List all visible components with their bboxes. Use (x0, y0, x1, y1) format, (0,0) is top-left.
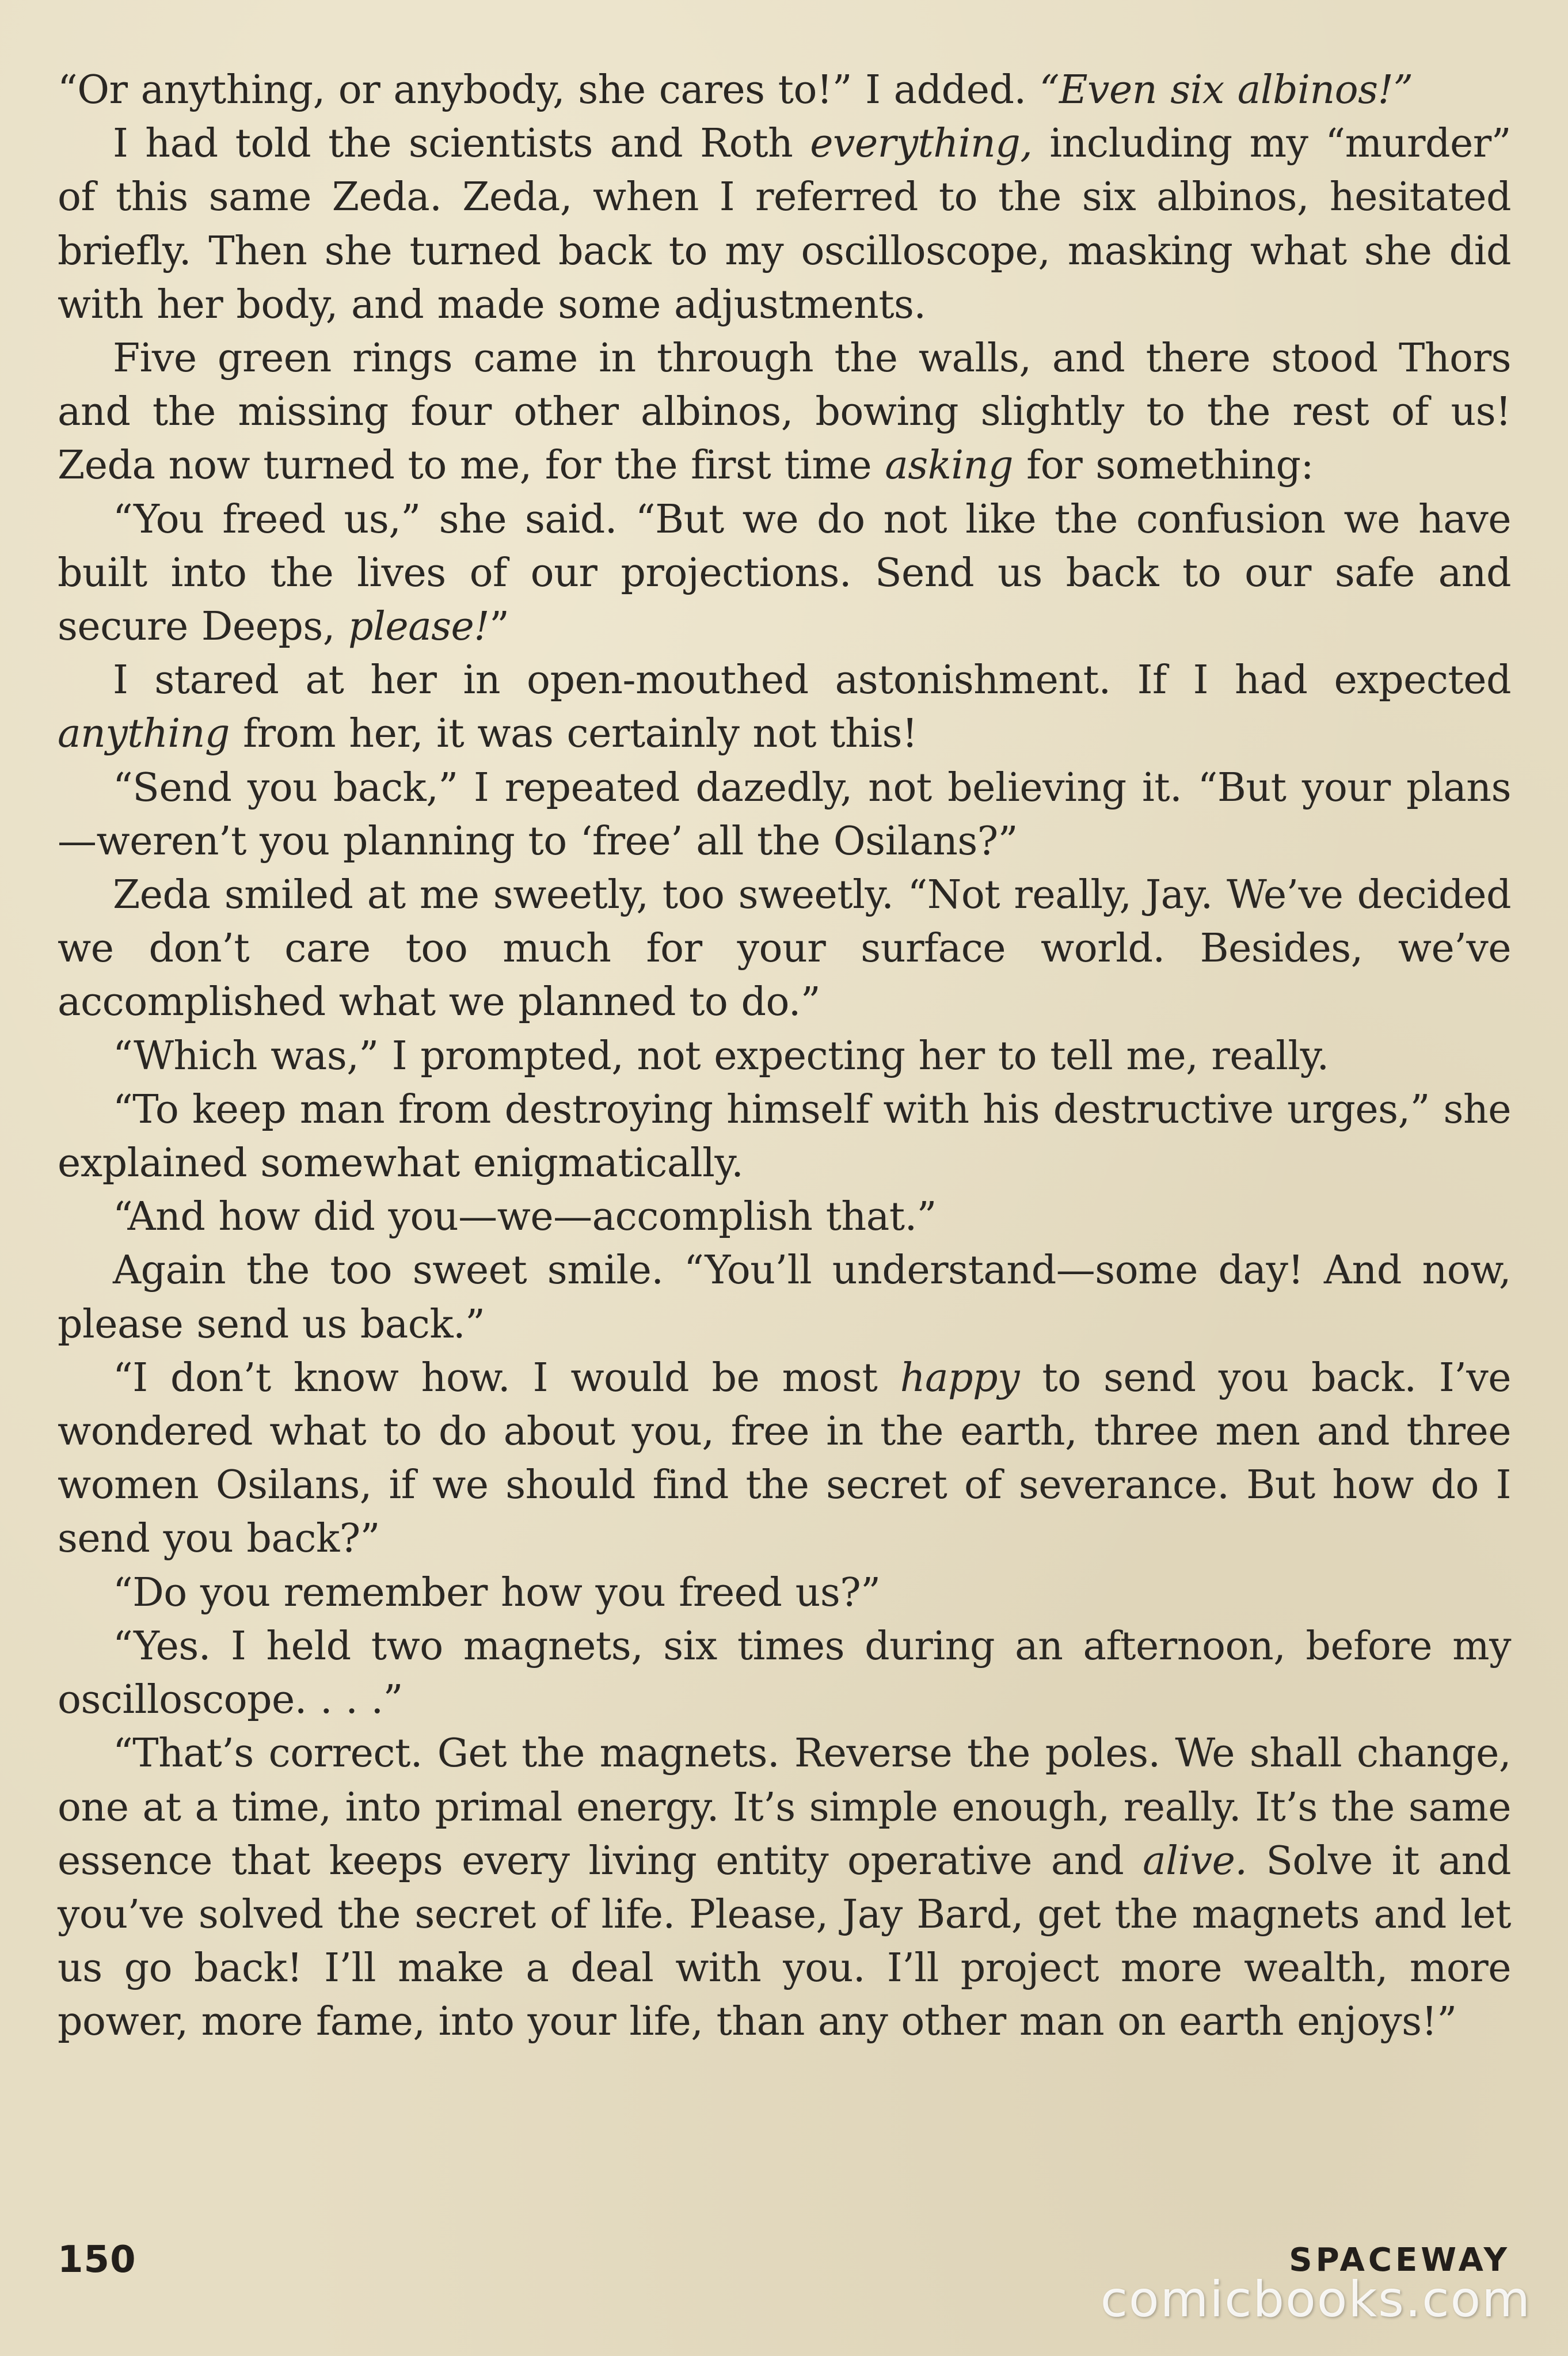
running-title: SPACEWAY (1289, 2241, 1510, 2279)
paragraph (58, 63, 1511, 117)
paragraph (58, 1244, 1511, 1351)
text-run: I stared at her in open-mouthed astonishment. If I had expected (113, 658, 1511, 704)
text-run: to send you back. I’ve wondered what to do about you, free in the earth, three men and three women Osilans, if we should find the secret of severance. But how do I send you back?” (58, 1355, 1512, 1562)
text-run: for something: (1013, 443, 1314, 489)
text-run: “Do you remember how you freed us?” (113, 1570, 881, 1616)
text-run: “To keep man from destroying himself with his destructive urges,” she explained somewhat enigmatically. (58, 1086, 1511, 1187)
site-watermark: comicbooks.com (1100, 2271, 1531, 2328)
paragraph (58, 117, 1511, 332)
text-run: “Send you back,” I repeated dazedly, not believing it. “But your plans—weren’t you planning to ‘free’ all the Osilans?” (58, 765, 1511, 864)
text-run: “Which was,” I prompted, not expecting her to tell me, really. (113, 1033, 1329, 1079)
text-run: including my “murder” of this same Zeda. Zeda, when I referred to the six albinos, hesitated briefly. Then she turned back to my oscilloscope, masking what she did with her body, and made some adjustments. (58, 121, 1511, 328)
text-run: Solve it and you’ve solved the secret of life. Please, Jay Bard, get the magnets and let us go back! I’ll make a deal with you. I’ll project more wealth, more power, more fame, into your life, than any other man on earth enjoys!” (58, 1838, 1511, 2045)
italic-text: “Even six albinos!” (1039, 67, 1413, 113)
italic-text: asking (885, 443, 1013, 489)
text-run: Again the too sweet smile. “You’ll understand—some day! And now, please send us back.” (58, 1248, 1511, 1347)
text-run: ” (489, 604, 509, 650)
paragraph (58, 761, 1511, 868)
paragraph (58, 1083, 1511, 1190)
text-run: “I don’t know how. I would be most (113, 1355, 900, 1401)
text-run: “And how did you—we—accomplish that.” (113, 1194, 937, 1240)
italic-text: happy (900, 1355, 1019, 1401)
paragraph (58, 1566, 1511, 1620)
paragraph (58, 332, 1511, 493)
text-run: I had told the scientists and Roth (113, 121, 810, 167)
paragraph (58, 1190, 1511, 1244)
paragraph (58, 1620, 1511, 1727)
paragraph (58, 1029, 1511, 1083)
paragraph (58, 1351, 1511, 1566)
text-run: “That’s correct. Get the magnets. Reverse the poles. We shall change, one at a time, into primal energy. It’s simple enough, really. It’s the same essence that keeps every living entity operative and (58, 1731, 1511, 1884)
page-number: 150 (58, 2239, 136, 2281)
text-run: “You freed us,” she said. “But we do not like the confusion we have built into the lives of our projections. Send us back to our safe and secure Deeps, (58, 496, 1511, 650)
paragraph (58, 1727, 1511, 2049)
text-run: “Yes. I held two magnets, six times during an afternoon, before my oscilloscope. . . .” (58, 1623, 1511, 1723)
italic-text: anything (58, 711, 230, 757)
story-text (58, 63, 1511, 2049)
paragraph (58, 493, 1511, 654)
text-run: Five green rings came in through the walls, and there stood Thors and the missing four other albinos, bowing slightly to the rest of us! Zeda now turned to me, for the first time (58, 336, 1511, 489)
text-run: “Or anything, or anybody, she cares to!” I added. (58, 67, 1040, 113)
italic-text: alive. (1143, 1838, 1247, 1884)
paragraph (58, 653, 1511, 761)
italic-text: everything, (810, 121, 1033, 167)
text-run: from her, it was certainly not this! (229, 711, 918, 757)
paragraph (58, 868, 1511, 1029)
italic-text: please! (348, 604, 490, 650)
text-run: Zeda smiled at me sweetly, too sweetly. “Not really, Jay. We’ve decided we don’t care too much for your surface world. Besides, we’ve accomplished what we planned to do.” (58, 872, 1511, 1025)
